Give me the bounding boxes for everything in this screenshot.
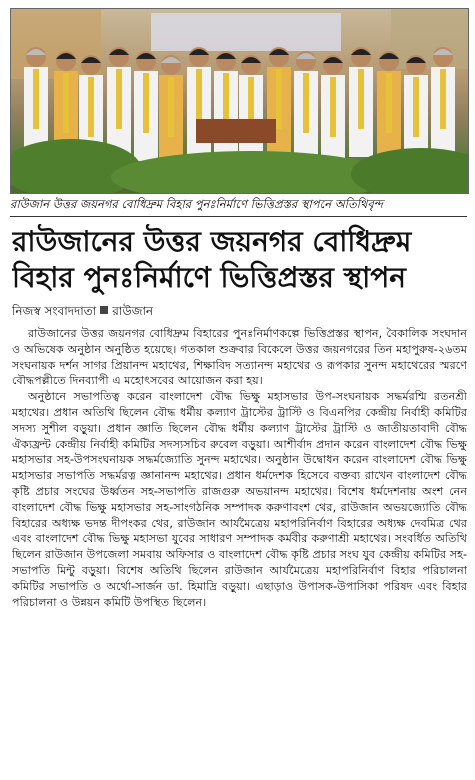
headline-line-2: বিহার পুনঃনির্মাণে ভিত্তিপ্রস্তর স্থাপন <box>12 261 407 294</box>
news-photo <box>10 8 469 194</box>
photo-caption: রাউজান উত্তর জয়নগর বোধিদ্রুম বিহার পুনঃনির্মাণে ভিত্তিপ্রস্তর স্থাপনে অতিথিবৃন্দ <box>10 197 383 211</box>
headline <box>12 224 467 296</box>
article-paragraph: অনুষ্ঠানে সভাপতিত্ব করেন বাংলাদেশ বৌদ্ধ ভিক্ষু মহাসভার উপ-সংঘনায়ক সদ্ধর্মরশ্মি রতনশ্রী মহাথের। প্রধান অতিথি ছিলেন বৌদ্ধ ধর্মীয় কল্যাণ ট্রাস্টের ট্রাস্টি ও বিএনপির কেন্দ্রীয় নির্বাহী কমিটির সদস্য সুশীল বড়ুয়া। প্রধান জ্ঞাতি ছিলেন বৌদ্ধ ধর্মীয় কল্যাণ ট্রাস্টের ট্রাস্টি ও জাতীয়তাবাদী বৌদ্ধ ঐক্যফ্রন্ট কেন্দ্রীয় নির্বাহী কমিটির সদস্যসচিব রুবেল বড়ুয়া। আশীর্বাদ প্রদান করেন বাংলাদেশ বৌদ্ধ ভিক্ষু মহাসভার সহ-উপসংঘনায়ক সদ্ধর্মজ্যোতি সুনন্দ মহাথের। অনুষ্ঠান উদ্বোধন করেন বাংলাদেশ বৌদ্ধ ভিক্ষু মহাসভার সভাপতি সদ্ধর্মরত্ন জ্ঞানানন্দ মহাথের। প্রধান ধর্মদেশক হিসেবে বক্তব্য রাখেন বাংলাদেশ বৌদ্ধ কৃষ্টি প্রচার সংঘের উর্ধ্বতন সহ-সভাপতি রাজগুরু অভয়ানন্দ মহাথের। বিশেষ ধর্মদেশনায় অংশ নেন বাংলাদেশ বৌদ্ধ ভিক্ষু মহাসভার সহ-সাংগঠনিক সম্পাদক করুণাবংশ থের, রাউজান অভয়জ্যোতি বৌদ্ধ বিহারের অধ্যক্ষ ভদন্ত দীপংকর থের, রাউজান আর্যমৈত্রেয় মহাপরিনির্বাণ বিহারের অধ্যক্ষ দেবমিত্র থের এবং বাংলাদেশ বৌদ্ধ ভিক্ষু মহাসভা যুবের সাধারণ সম্পাদক কর্মবীর করুণাশ্রী মহাথের। সংবর্ধিত অতিথি ছিলেন রাউজান উপজেলা সমবায় অফিসার ও বাংলাদেশ বৌদ্ধ কৃষ্টি প্রচার সংঘ যুব কেন্দ্রীয় কমিটির সহ-সভাপতি মিন্টু বড়ুয়া। বিশেষ অতিথি ছিলেন রাউজান আর্যমৈত্রেয় মহাপরিনির্বাণ বিহার পরিচালনা কমিটির সভাপতি ও অর্থো-সার্জন ডা. হিমাদ্রি বড়ুয়া। এছাড়াও উপাসক-উপাসিকা পরিষদ এবং বিহার পরিচালনা ও উন্নয়ন কমিটি উপস্থিত ছিলেন। <box>12 390 467 609</box>
byline-location: রাউজান <box>112 304 154 318</box>
article-paragraph: রাউজানের উত্তর জয়নগর বোধিদ্রুম বিহারের পুনঃনির্মাণকল্পে ভিত্তিপ্রস্তর স্থাপন, বৈকালিক সংঘদান ও অভিষেক অনুষ্ঠান অনুষ্ঠিত হয়েছে। গতকাল শুক্রবার বিকেলে উত্তর জয়নগরের তিন মহাপুরুষ-২৬তম সংঘনায়ক দর্শন সাগর প্রিয়ানন্দ মহাথের, শিক্ষাবিদ সত্যানন্দ মহাথের ও রূপকার সুনন্দ মহাথেরের স্মরণে বৌদ্ধপল্লীতে দিনব্যাপী এ মহোৎসবের আয়োজন করা হয়। <box>12 327 467 388</box>
byline-reporter: নিজস্ব সংবাদদাতা <box>12 304 97 318</box>
article-body <box>12 326 467 774</box>
headline-line-1: রাউজানের উত্তর জয়নগর বোধিদ্রুম <box>12 225 412 258</box>
group-photo-image <box>11 9 468 193</box>
divider <box>10 216 467 217</box>
square-bullet-icon <box>100 306 108 314</box>
byline <box>12 302 153 320</box>
